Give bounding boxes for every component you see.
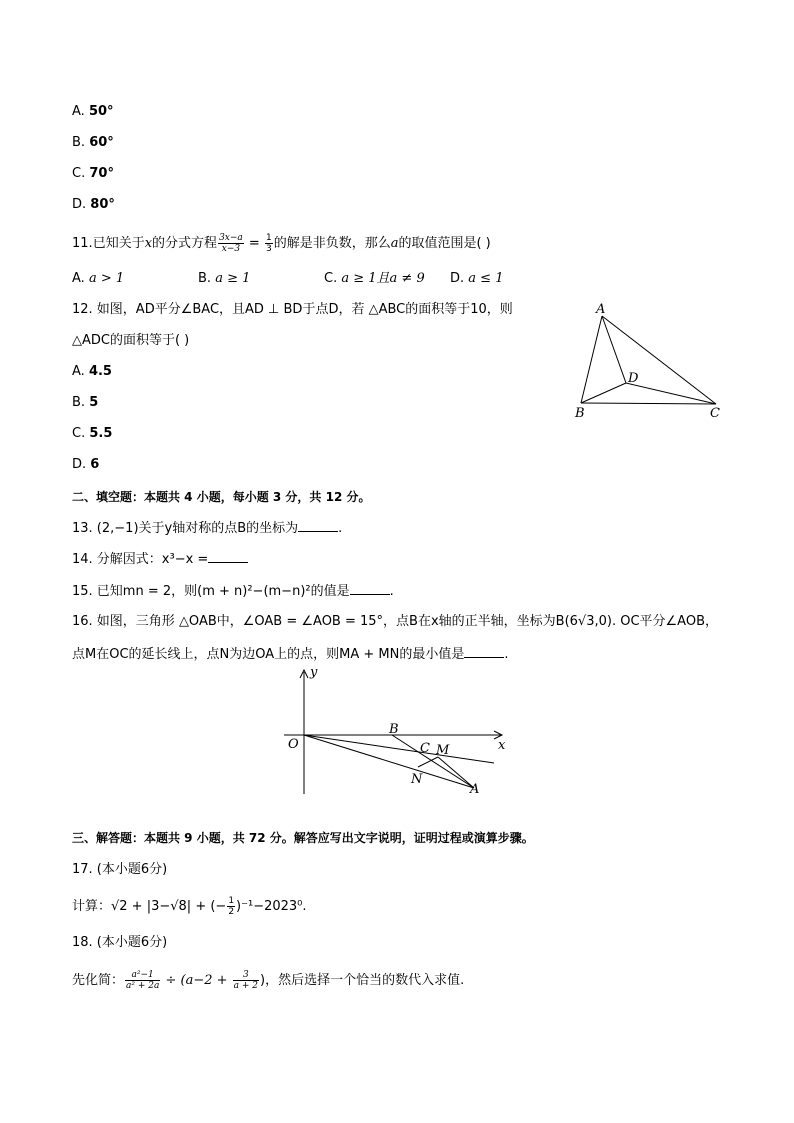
q12-option-b: B. 5	[72, 395, 99, 410]
q16-segment-ma	[438, 757, 474, 788]
q11-rhs-fraction: $\frac{1}{3}$	[265, 233, 272, 254]
q12-label-b: B	[575, 406, 585, 421]
q16-label-m: M	[436, 743, 450, 758]
q12-side-bc	[581, 403, 716, 404]
q12-stem-line1: 12. 如图，AD平分∠BAC，且AD ⊥ BD于点D，若 △ABC的面积等于10，则	[72, 302, 513, 317]
q11-options	[72, 270, 576, 288]
q10-option-b: B. 60°	[72, 135, 114, 150]
q16-label-o: O	[288, 737, 299, 752]
q13-answer-blank[interactable]	[298, 519, 338, 532]
q14-stem: 14. 分解因式：x³−x =	[72, 550, 248, 569]
q16-stem-line1: 16. 如图，三角形 △OAB中，∠OAB = ∠AOB = 15°，点B在x轴的正半轴，坐标为B(6√3,0). OC平分∠AOB，	[72, 614, 718, 629]
q10-option-c: C. 70°	[72, 166, 114, 181]
q12-option-d: D. 6	[72, 457, 100, 472]
q12-label-d: D	[628, 371, 639, 386]
q16-stem-line2: 点M在OC的延长线上，点N为边OA上的点，则MA + MN的最小值是 .	[72, 647, 509, 662]
q17-fraction: $\frac{1}{2}$	[228, 896, 235, 917]
q11-option-c: C. a ≥ 1且a ≠ 9	[324, 271, 425, 286]
q15-answer-blank[interactable]	[350, 582, 390, 595]
q16-label-c: C	[420, 741, 430, 756]
q16-label-a: A	[470, 782, 480, 797]
q17-title: 17. (本小题6分)	[72, 862, 168, 877]
q16-coordinate-figure	[280, 662, 520, 802]
q12-triangle-figure	[570, 300, 730, 425]
q16-label-n: N	[411, 772, 423, 787]
q12-label-c: C	[710, 406, 720, 421]
q12-option-c: C. 5.5	[72, 426, 113, 441]
q11-stem: 11.已知关于x的分式方程 $\frac{3x-a}{x-3}$ = $\frac{1}{3}$ 的解是非负数，那么a的取值范围是( )	[72, 233, 491, 254]
q10-option-a: A. 50°	[72, 104, 114, 119]
q11-option-b: B. a ≥ 1	[198, 271, 251, 286]
q11-option-a: A. a > 1	[72, 271, 125, 286]
q12-label-a: A	[596, 302, 606, 317]
q18-fraction-1: $\frac{\text{a²−1}}{\text{a² + 2a}}$	[126, 970, 160, 991]
section-3-heading: 三、解答题：本题共 9 小题，共 72 分。解答应写出文字说明，证明过程或演算步骤。	[72, 831, 534, 845]
q16-label-x: x	[498, 738, 506, 753]
section-2-heading: 二、填空题：本题共 4 小题，每小题 3 分，共 12 分。	[72, 490, 371, 504]
q11-fraction: $\frac{3x-a}{x-3}$	[219, 233, 243, 254]
q11-option-d: D. a ≤ 1	[450, 271, 504, 286]
q13-stem: 13. (2,−1)关于y轴对称的点B的坐标为 .	[72, 521, 343, 536]
q14-answer-blank[interactable]	[208, 550, 248, 563]
q16-label-b: B	[389, 722, 399, 737]
q18-stem: 先化简： $\frac{\text{a²−1}}{\text{a² + 2a}}$ ÷ (a−2 + $\frac{3}{a + 2}$ )，然后选择一个恰当的数代入求值.	[72, 970, 465, 991]
q16-label-y: y	[310, 665, 318, 680]
q16-segment-ba	[392, 735, 474, 788]
q18-title: 18. (本小题6分)	[72, 935, 168, 950]
q18-fraction-2: $\frac{3}{a + 2}$	[233, 970, 259, 991]
q12-option-a: A. 4.5	[72, 364, 112, 379]
q12-side-ab	[581, 316, 602, 403]
q17-stem: 计算：√2 + |3−√8| + (− $\frac{1}{2}$ )⁻¹−2023⁰.	[72, 896, 307, 917]
q16-answer-blank[interactable]	[464, 645, 504, 658]
q12-segment-ad	[602, 316, 626, 383]
q12-stem-line2: △ADC的面积等于( )	[72, 333, 190, 348]
q10-option-d: D. 80°	[72, 197, 115, 212]
q12-segment-bd	[581, 383, 626, 403]
q15-stem: 15. 已知mn = 2，则(m + n)²−(m−n)²的值是 .	[72, 584, 394, 599]
